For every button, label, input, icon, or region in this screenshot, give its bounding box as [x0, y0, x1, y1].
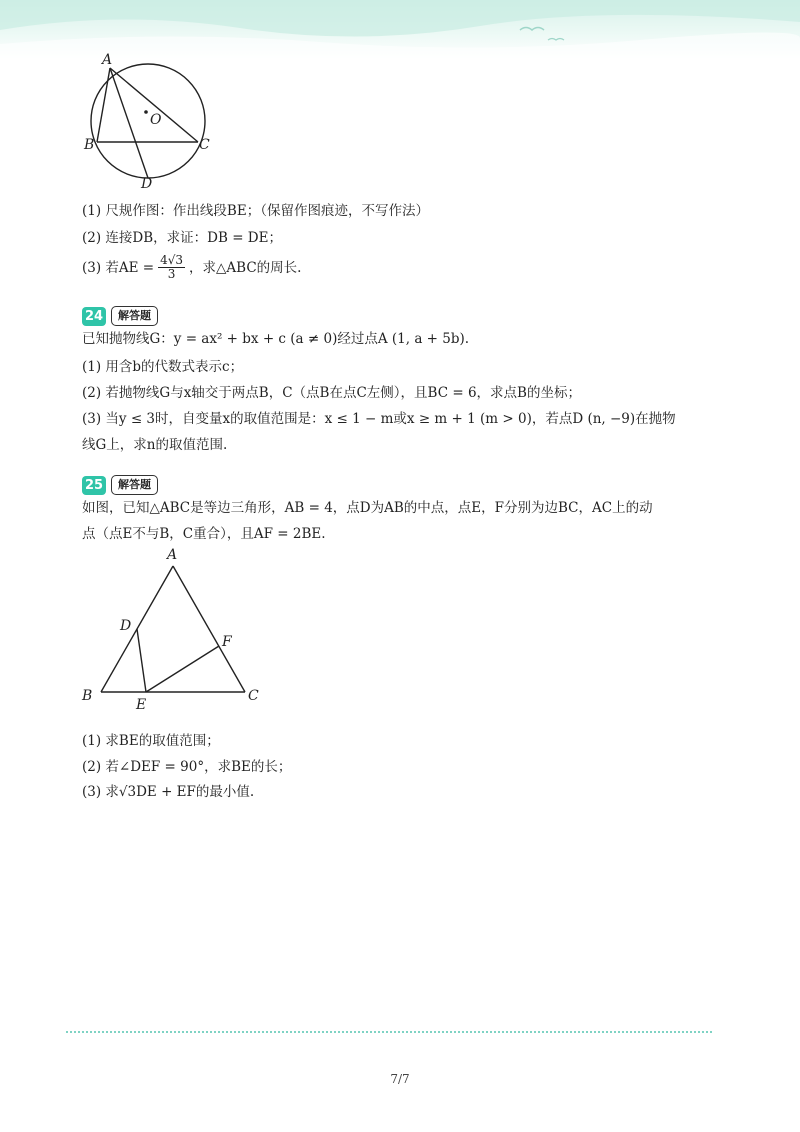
q23-part3-prefix: (3) 若AE = — [82, 259, 155, 276]
q23-label-o: O — [150, 112, 162, 128]
q23-part2: (2) 连接DB，求证：DB = DE； — [82, 230, 282, 246]
q25-label-c: C — [248, 688, 259, 704]
q25-number-badge: 25 — [82, 476, 106, 495]
bird-icon — [520, 28, 544, 31]
q25-part1: (1) 求BE的取值范围； — [82, 733, 220, 749]
q23-label-a: A — [102, 52, 113, 68]
q23-circle-figure — [80, 50, 220, 190]
q23-fraction-numerator: 4√3 — [160, 253, 184, 267]
q24-part3-line2: 线G上，求n的取值范围. — [82, 437, 228, 453]
q25-triangle-figure — [78, 542, 278, 717]
q25-type-badge: 解答题 — [111, 475, 158, 495]
q23-part3 — [82, 254, 301, 281]
q24-type-badge: 解答题 — [111, 306, 158, 326]
q23-label-c: C — [199, 137, 210, 153]
q23-label-b: B — [84, 137, 95, 153]
footer-divider — [66, 1031, 712, 1033]
q24-part3-line1: (3) 当y ≤ 3时，自变量x的取值范围是：x ≤ 1 − m或x ≥ m + 1 (m > 0)，若点D (n, −9)在抛物 — [82, 411, 676, 427]
q24-stem: 已知抛物线G：y = ax² + bx + c (a ≠ 0)经过点A (1, a + 5b). — [82, 331, 470, 347]
q25-label-e: E — [136, 697, 147, 713]
q23-part1: (1) 尺规作图：作出线段BE；（保留作图痕迹，不写作法） — [82, 203, 429, 219]
q25-part2: (2) 若∠DEF = 90°，求BE的长； — [82, 759, 292, 775]
q24-header — [82, 306, 158, 326]
q24-number-badge: 24 — [82, 307, 106, 326]
q23-fraction — [158, 254, 185, 281]
bird-icon — [548, 39, 564, 41]
q25-header — [82, 475, 158, 495]
q24-part1: (1) 用含b的代数式表示c； — [82, 359, 244, 375]
q25-label-b: B — [82, 688, 93, 704]
q24-part2: (2) 若抛物线G与x轴交于两点B，C（点B在点C左侧），且BC = 6，求点B的坐标； — [82, 385, 581, 401]
q23-label-d: D — [141, 176, 153, 190]
q25-part3: (3) 求√3DE + EF的最小值. — [82, 784, 255, 800]
q25-label-d: D — [120, 618, 132, 634]
q25-stem-line1: 如图，已知△ABC是等边三角形，AB = 4，点D为AB的中点，点E，F分别为边BC，AC上的动 — [82, 500, 653, 516]
q25-label-a: A — [167, 547, 178, 563]
q23-fraction-denominator: 3 — [167, 267, 176, 281]
page-number: 7/7 — [390, 1072, 410, 1086]
q23-part3-suffix: ，求△ABC的周长. — [189, 259, 302, 276]
q25-stem-line2: 点（点E不与B，C重合），且AF = 2BE. — [82, 526, 326, 542]
q25-label-f: F — [222, 634, 232, 650]
